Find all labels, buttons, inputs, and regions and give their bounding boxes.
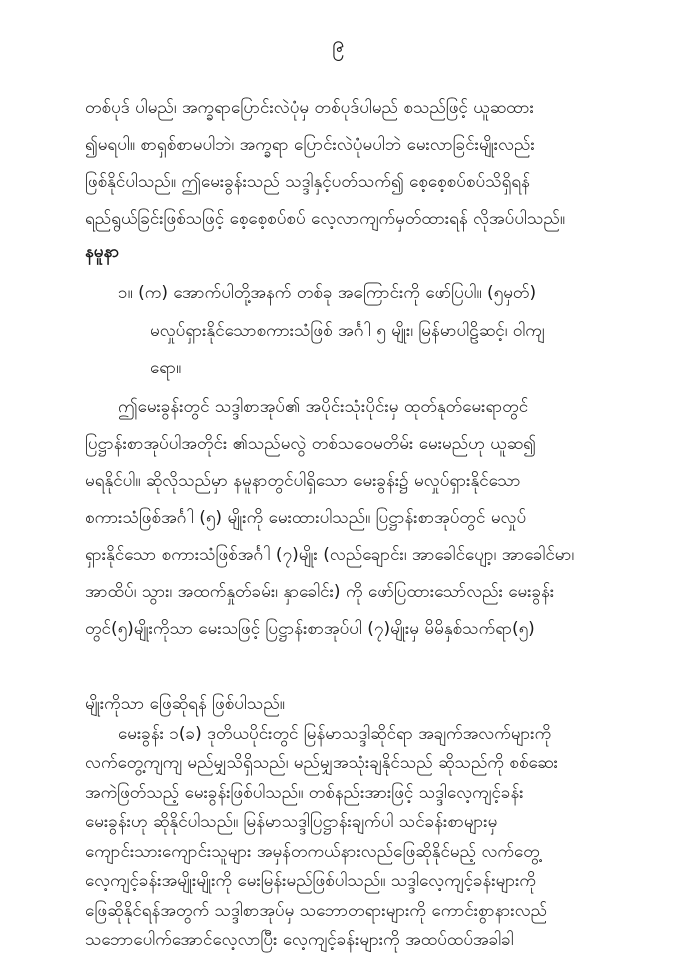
paragraph-line: စကားသံဖြစ်အင်္ဂါ (၅) မျိုးကို မေးထားပါသည်။ ပြဋ္ဌာန်းစာအုပ်တွင် မလှုပ် xyxy=(85,508,527,528)
paragraph-line: တစ်ပုဒ် ပါမည်၊ အက္ခရာပြောင်းလဲပုံမှ တစ်ပုဒ်ပါမည် စသည်ဖြင့် ယူဆထား xyxy=(85,98,534,118)
paragraph-line: မေးခွန်း ၁(ခ) ဒုတိယပိုင်းတွင် မြန်မာသဒ္ဒါဆိုင်ရာ အချက်အလက်များကို xyxy=(118,723,552,744)
paragraph-line: ဤမေးခွန်းတွင် သဒ္ဒါစာအုပ်၏ အပိုင်းသုံးပိုင်းမှ ထုတ်နုတ်မေးရာတွင် xyxy=(118,397,529,417)
paragraph-line: ပြဋ္ဌာန်းစာအုပ်ပါအတိုင်း ၏သည်မလွဲ တစ်သဝေမတိမ်း မေးမည်ဟု ယူဆ၍ xyxy=(85,434,536,454)
paragraph-line: မေးခွန်းဟု ဆိုနိုင်ပါသည်။ မြန်မာသဒ္ဒါပြဋ္ဌာန်းချက်ပါ သင်ခန်းစာများမှ xyxy=(85,812,498,832)
paragraph-line: ကျောင်းသားကျောင်းသူများ အမှန်တကယ်နားလည်ဖြေဆိုနိုင်မည့် လက်တွေ့ xyxy=(85,841,540,862)
paragraph-line: ရှားနိုင်သော စကားသံဖြစ်အင်္ဂါ (၇)မျိုး (လည်ချောင်း၊ အာခေါင်ပျော့၊ အာခေါင်မာ၊ xyxy=(85,545,575,565)
paragraph-line: လေ့ကျင့်ခန်းအမျိုးမျိုးကို မေးမြန်းမည်ဖြစ်ပါသည်။ သဒ္ဒါလေ့ကျင့်ခန်းများကို xyxy=(85,871,537,891)
paragraph-line: အာထိပ်၊ သွား၊ အထက်နှုတ်ခမ်း၊ နှာခေါင်း) ကို ဖော်ပြထားသော်လည်း မေးခွန်း xyxy=(85,582,555,602)
paragraph-line: ဖြေဆိုနိုင်ရန်အတွက် သဒ္ဒါစာအုပ်မှ သဘောတရားများကို ကောင်းစွာနားလည် xyxy=(85,900,548,921)
paragraph-line: ၍မရပါ။ စာရှစ်စာမပါဘဲ၊ အက္ခရာ ပြောင်းလဲပုံမပါဘဲ မေးလာခြင်းမျိုးလည်း xyxy=(85,135,535,155)
paragraph-line: ရည်ရွယ်ခြင်းဖြစ်သဖြင့် စေ့စေ့စပ်စပ် လေ့လာကျက်မှတ်ထားရန် လိုအပ်ပါသည်။ xyxy=(85,209,566,229)
paragraph-line: မျိုးကိုသာ ဖြေဆိုရန် ဖြစ်ပါသည်။ xyxy=(85,694,285,714)
paragraph-line: အကဲဖြတ်သည့် မေးခွန်းဖြစ်ပါသည်။ တစ်နည်းအားဖြင့် သဒ္ဒါလေ့ကျင့်ခန်း xyxy=(85,782,524,803)
paragraph-line-last: သဘောပေါက်အောင်လေ့လာပြီး လေ့ကျင့်ခန်းများကို အထပ်ထပ်အခါခါ xyxy=(85,930,514,950)
paragraph-line: လက်တွေ့ကျကျ မည်မျှသိရှိသည်၊ မည်မျှအသုံးချနိုင်သည် ဆိုသည်ကို စစ်ဆေး xyxy=(85,753,558,773)
question-line: မလှုပ်ရှားနိုင်သောစကားသံဖြစ် အင်္ဂါ ၅ မျိုး၊ မြန်မာပါဠိဆင့်၊ ဝါကျ xyxy=(150,321,545,341)
question-line: ၁။ (က) အောက်ပါတို့အနက် တစ်ခု အကြောင်းကို ဖော်ပြပါ။ (၅မှတ်) xyxy=(118,283,537,303)
page-number: ၉ xyxy=(332,32,345,57)
question-line: ရော။ xyxy=(150,358,182,378)
paragraph-line: တွင်(၅)မျိုးကိုသာ မေးသဖြင့် ပြဋ္ဌာန်းစာအုပ်ပါ (၇)မျိုးမှ မိမိနှစ်သက်ရာ(၅) xyxy=(85,619,535,639)
paragraph-line: ဖြစ်နိုင်ပါသည်။ ဤမေးခွန်းသည် သဒ္ဒါနှင့်ပတ်သက်၍ စေ့စေ့စပ်စပ်သိရှိရန် xyxy=(85,172,530,192)
paragraph-line: မရနိုင်ပါ။ ဆိုလိုသည်မှာ နမူနာတွင်ပါရှိသော မေးခွန်း၌ မလှုပ်ရှားနိုင်သော xyxy=(85,471,521,491)
section-heading-sample: နမူနာ xyxy=(85,242,120,262)
